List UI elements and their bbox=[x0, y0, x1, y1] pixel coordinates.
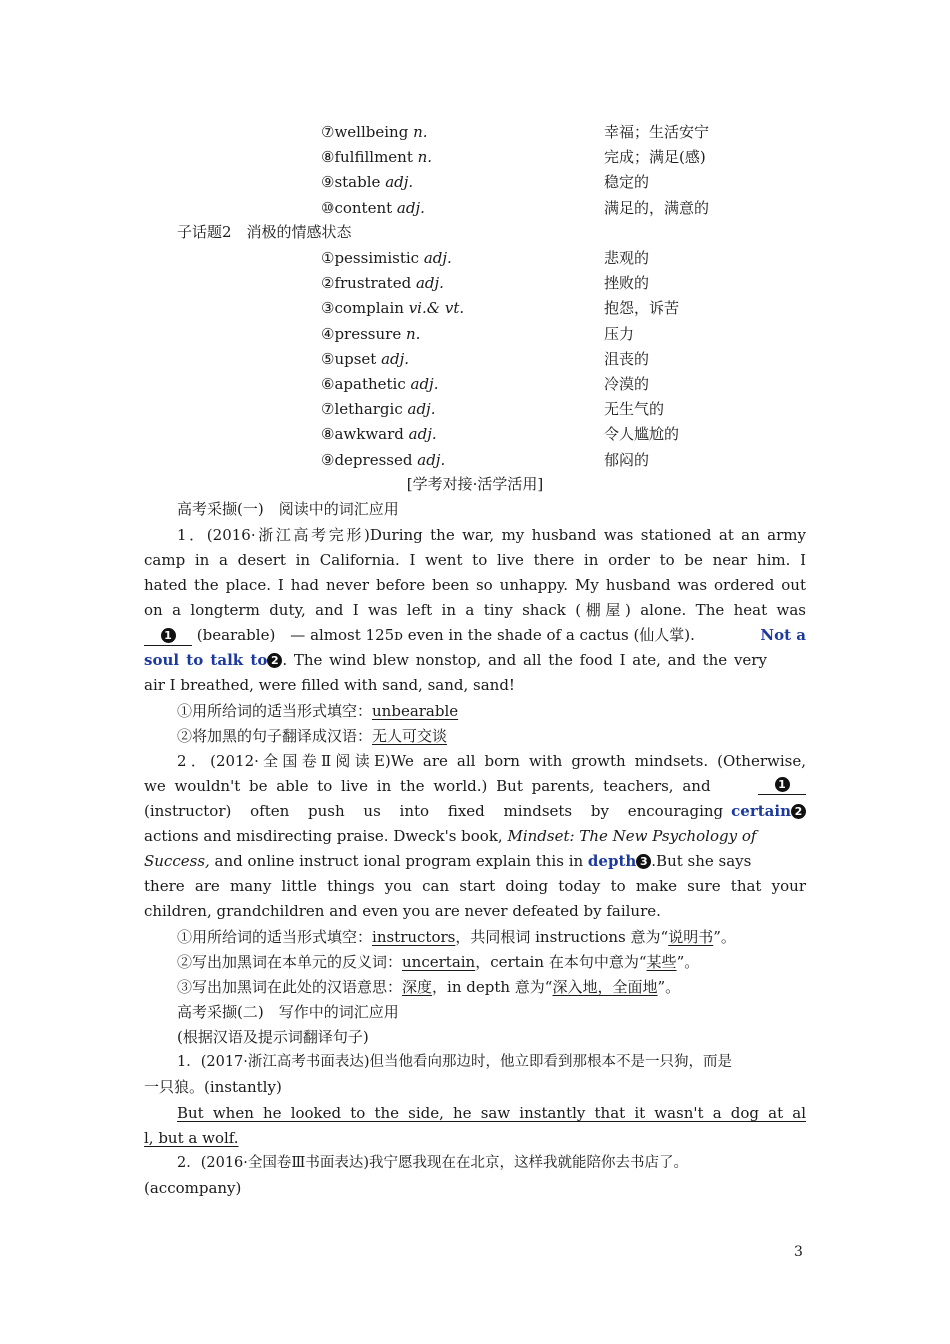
answer-blank bbox=[144, 625, 192, 646]
vocab-number: ⑩ bbox=[321, 198, 335, 217]
q2-answer-1 bbox=[177, 925, 806, 950]
w1-answer: l, but a wolf. bbox=[144, 1129, 239, 1147]
vocab-word bbox=[321, 170, 413, 195]
vocab-word bbox=[321, 145, 432, 170]
vocab-term: depressed bbox=[334, 450, 413, 469]
bold-phrase: soul to talk to bbox=[144, 651, 268, 669]
q2-line bbox=[144, 799, 806, 824]
vocab-row bbox=[144, 322, 806, 347]
vocab-term: content bbox=[334, 198, 393, 217]
w1-question: 1．(2017·浙江高考书面表达)但当他看向那边时，他立即看到那根本不是一只狗，而是 bbox=[177, 1054, 733, 1070]
vocab-row bbox=[144, 422, 806, 447]
vocab-meaning: 冷漠的 bbox=[604, 375, 650, 393]
vocab-term: apathetic bbox=[334, 375, 406, 393]
vocab-word bbox=[321, 196, 425, 221]
answer-prompt: ②将加黑的句子翻译成汉语： bbox=[177, 727, 373, 745]
vocab-meaning: 幸福；生活安宁 bbox=[604, 123, 710, 141]
vocab-number: ⑤ bbox=[321, 349, 335, 368]
part2-heading: 高考采撷(二) 写作中的词汇应用 bbox=[177, 1003, 399, 1021]
q1-line: 1．(2016·浙江高考完形)During the war, my husband was stationed at an army bbox=[177, 526, 806, 544]
vocab-pos: n. bbox=[413, 123, 428, 141]
vocab-word bbox=[321, 448, 445, 473]
vocab-word bbox=[321, 322, 420, 347]
book-title: Mindset: The New Psychology of bbox=[507, 827, 757, 845]
vocab-row bbox=[144, 170, 806, 195]
vocab-pos: adj. bbox=[381, 349, 410, 368]
vocab-meaning: 无生气的 bbox=[604, 400, 665, 419]
answer-text: uncertain bbox=[402, 953, 476, 971]
subtopic-heading: 子话题2 消极的情感状态 bbox=[177, 223, 352, 241]
vocab-term: lethargic bbox=[334, 400, 403, 419]
marker-3: 3 bbox=[636, 854, 651, 869]
answer-prompt: ，共同根词 instructions 意为“ bbox=[455, 928, 669, 946]
answer-blank bbox=[758, 774, 806, 795]
q2-text: (instructor) often push us into fixed mindsets by encouraging bbox=[144, 802, 724, 820]
bold-phrase: Not a bbox=[760, 626, 806, 644]
q2-line bbox=[144, 849, 806, 874]
vocab-row bbox=[144, 271, 806, 296]
answer-prompt: ”。 bbox=[657, 978, 681, 996]
vocab-row bbox=[144, 397, 806, 422]
vocab-row bbox=[144, 296, 806, 321]
q1-hint-text: (bearable) — almost 125ᴅ even in the shade of a cactus (仙人掌). bbox=[196, 626, 695, 644]
vocab-number: ⑦ bbox=[321, 123, 335, 141]
vocab-number: ② bbox=[321, 274, 335, 293]
vocab-word bbox=[321, 120, 428, 145]
q1-line bbox=[144, 623, 806, 648]
q1-answer-1 bbox=[177, 699, 806, 724]
vocab-number: ① bbox=[321, 249, 335, 267]
vocab-meaning: 悲观的 bbox=[604, 249, 650, 267]
vocab-term: pressure bbox=[334, 324, 402, 343]
answer-text: instructors bbox=[372, 928, 456, 946]
vocab-row bbox=[144, 246, 806, 271]
section-banner: [学考对接·活学活用] bbox=[406, 475, 544, 493]
q2-line: there are many little things you can start doing today to make sure that your bbox=[144, 877, 806, 895]
vocab-word bbox=[321, 347, 409, 372]
vocab-pos: n. bbox=[417, 148, 433, 167]
answer-text: 无人可交谈 bbox=[372, 727, 448, 745]
vocab-pos: n. bbox=[406, 324, 421, 343]
q2-line bbox=[144, 824, 806, 849]
answer-prompt: ①用所给词的适当形式填空： bbox=[177, 928, 373, 946]
answer-text: 深度 bbox=[402, 978, 433, 996]
vocab-pos: adj. bbox=[415, 274, 444, 293]
q1-line: camp in a desert in California. I went to live there in order to be near him. I bbox=[144, 551, 806, 569]
marker-2: 2 bbox=[267, 653, 282, 668]
q2-text: .But she says bbox=[651, 852, 752, 870]
answer-prompt: ③写出加黑词在此处的汉语意思： bbox=[177, 978, 403, 996]
vocab-row bbox=[144, 372, 806, 397]
answer-text: 说明书 bbox=[668, 928, 714, 946]
w1-question: 一只狼。(instantly) bbox=[144, 1078, 282, 1096]
vocab-term: upset bbox=[334, 349, 377, 368]
vocab-row bbox=[144, 120, 806, 145]
vocab-row bbox=[144, 448, 806, 473]
answer-prompt: ，in depth 意为“ bbox=[432, 978, 553, 996]
vocab-row bbox=[144, 145, 806, 170]
vocab-meaning: 郁闷的 bbox=[604, 450, 650, 469]
q2-text: we wouldn't be able to live in the world.) But parents, teachers, and bbox=[144, 777, 711, 795]
answer-prompt: ①用所给词的适当形式填空： bbox=[177, 702, 373, 720]
vocab-meaning: 满足的，满意的 bbox=[604, 198, 710, 217]
vocab-number: ⑧ bbox=[321, 425, 335, 444]
marker-1: 1 bbox=[775, 777, 790, 792]
vocab-number: ⑦ bbox=[321, 400, 335, 419]
q1-line: on a longterm duty, and I was left in a tiny shack (棚屋) alone. The heat was bbox=[144, 601, 806, 619]
q2-line: children, grandchildren and even you are never defeated by failure. bbox=[144, 902, 661, 920]
vocab-number: ⑥ bbox=[321, 375, 335, 393]
vocab-pos: adj. bbox=[423, 249, 452, 267]
vocab-meaning: 稳定的 bbox=[604, 173, 650, 192]
vocab-word bbox=[321, 372, 438, 397]
vocab-pos: adj. bbox=[410, 375, 439, 393]
vocab-pos: adj. bbox=[407, 400, 436, 419]
answer-prompt: ”。 bbox=[676, 953, 700, 971]
w1-answer: But when he looked to the side, he saw instantly that it wasn't a dog at al bbox=[177, 1104, 806, 1122]
q1-line bbox=[144, 648, 806, 673]
vocab-number: ④ bbox=[321, 324, 335, 343]
vocab-row bbox=[144, 347, 806, 372]
vocab-meaning: 完成；满足(感) bbox=[604, 148, 706, 167]
vocab-pos: adj. bbox=[417, 450, 446, 469]
vocab-meaning: 挫败的 bbox=[604, 274, 650, 293]
q2-text: actions and misdirecting praise. Dweck's book, bbox=[144, 827, 508, 845]
vocab-meaning: 沮丧的 bbox=[604, 349, 650, 368]
book-title: Success, bbox=[144, 852, 210, 870]
vocab-pos: adj. bbox=[408, 425, 437, 444]
vocab-number: ③ bbox=[321, 299, 335, 318]
q2-line: 2．(2012·全国卷Ⅱ阅读E)We are all born with growth mindsets. (Otherwise, bbox=[177, 752, 806, 770]
vocab-term: stable bbox=[334, 173, 381, 192]
vocab-term: awkward bbox=[334, 425, 404, 444]
vocab-word bbox=[321, 397, 435, 422]
vocab-pos: vi.& vt. bbox=[408, 299, 465, 318]
q1-line: hated the place. I had never before been so unhappy. My husband was ordered out bbox=[144, 576, 806, 594]
part2-instruction: (根据汉语及提示词翻译句子) bbox=[177, 1028, 369, 1046]
vocab-term: wellbeing bbox=[334, 123, 409, 141]
vocab-meaning: 抱怨，诉苦 bbox=[604, 299, 680, 318]
w2-question: (accompany) bbox=[144, 1179, 242, 1197]
vocab-term: frustrated bbox=[334, 274, 412, 293]
q2-line bbox=[144, 774, 806, 799]
q1-line: air I breathed, were filled with sand, sand, sand! bbox=[144, 676, 515, 694]
answer-text: 深入地，全面地 bbox=[552, 978, 658, 996]
vocab-term: pessimistic bbox=[334, 249, 420, 267]
vocab-word bbox=[321, 422, 437, 447]
answer-prompt: ②写出加黑词在本单元的反义词： bbox=[177, 953, 403, 971]
answer-text: 某些 bbox=[646, 953, 677, 971]
q2-answer-2 bbox=[177, 950, 806, 975]
vocab-term: fulfillment bbox=[334, 148, 413, 167]
vocab-number: ⑧ bbox=[321, 148, 335, 167]
vocab-number: ⑨ bbox=[321, 173, 335, 192]
q1-text: . The wind blew nonstop, and all the food I ate, and the very bbox=[282, 651, 767, 669]
w2-question: 2．(2016·全国卷Ⅲ书面表达)我宁愿我现在在北京，这样我就能陪你去书店了。 bbox=[177, 1155, 689, 1171]
page-number: 3 bbox=[794, 1244, 803, 1260]
vocab-word bbox=[321, 296, 464, 321]
part1-heading: 高考采撷(一) 阅读中的词汇应用 bbox=[177, 500, 399, 518]
bold-word: certain bbox=[731, 802, 791, 820]
vocab-meaning: 令人尴尬的 bbox=[604, 425, 680, 444]
q1-answer-2 bbox=[177, 724, 806, 749]
vocab-pos: adj. bbox=[385, 173, 414, 192]
vocab-meaning: 压力 bbox=[604, 324, 635, 343]
bold-word: depth bbox=[587, 852, 637, 870]
vocab-pos: adj. bbox=[396, 198, 425, 217]
q2-text: and online instruct ional program explain this in bbox=[209, 852, 588, 870]
vocab-row bbox=[144, 196, 806, 221]
vocab-number: ⑨ bbox=[321, 450, 335, 469]
marker-2: 2 bbox=[791, 804, 806, 819]
vocab-term: complain bbox=[334, 299, 404, 318]
answer-prompt: ，certain 在本句中意为“ bbox=[475, 953, 647, 971]
vocab-word bbox=[321, 246, 452, 271]
q2-answer-3 bbox=[177, 975, 806, 1000]
answer-prompt: ”。 bbox=[713, 928, 736, 946]
marker-1: 1 bbox=[161, 628, 176, 643]
vocab-word bbox=[321, 271, 444, 296]
answer-text: unbearable bbox=[372, 702, 459, 720]
